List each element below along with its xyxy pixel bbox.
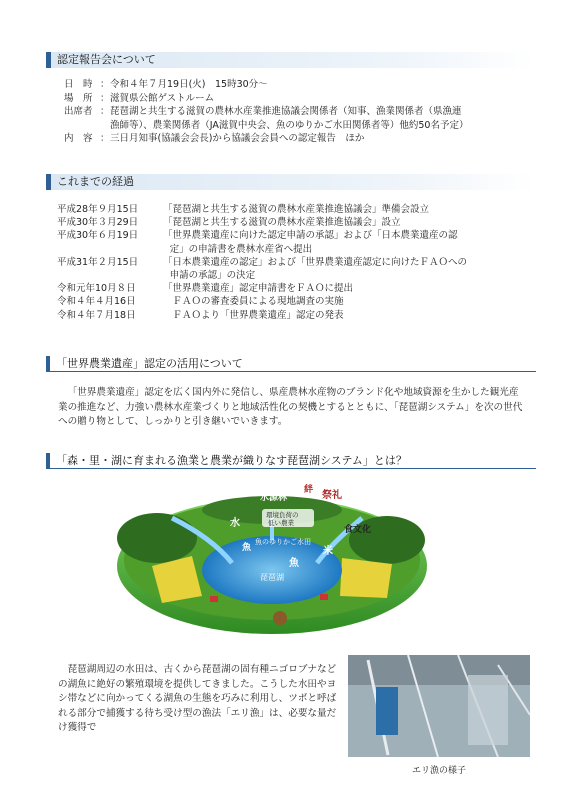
- history-text: [163, 256, 531, 282]
- house-icon: [320, 594, 328, 600]
- label-water: 水: [223, 490, 233, 501]
- history-item: [57, 295, 531, 308]
- history-text-line-1: 「世界農業遺産に向けた認定申請の承認」および「日本農業遺産の認: [163, 230, 458, 242]
- label-festival: 祭礼: [322, 490, 342, 501]
- history-list: [57, 203, 531, 322]
- history-date: 平成31年２月15日: [57, 256, 139, 268]
- house-icon: [210, 596, 218, 602]
- section-title: これまでの経過: [57, 175, 134, 188]
- label-food-culture: 食文化: [344, 525, 372, 535]
- forest-left: [117, 513, 197, 563]
- place-value: 滋賀県公館ゲストルーム: [110, 92, 215, 104]
- utilization-paragraph: 「世界農業遺産」認定を広く国内外に発信し、県産農林水産物のブランド化や地域資源を生かした観光産業の推進など、力強い農林水産業づくりと地域活性化の契機とするとともに、「琵琶湖システム」を次の世代への贈り物として、しっかりと引き継いでいきます。: [58, 387, 523, 427]
- eri-fishing-photo: [348, 655, 530, 757]
- photo-caption: エリ漁の様子: [411, 766, 466, 776]
- label-low-impact: 環境負荷の: [266, 511, 299, 519]
- section-heading-history: [46, 174, 536, 190]
- history-text-line-2: 定」の申請書を農林水産省へ提出: [169, 243, 313, 255]
- forest-right: [349, 516, 425, 564]
- history-date: 平成30年６月19日: [57, 230, 139, 242]
- section-title: 「世界農業遺産」認定の活用について: [56, 357, 243, 370]
- place-label: 場 所: [64, 92, 93, 104]
- label-kizuna: 絆: [304, 485, 314, 495]
- history-item: [57, 229, 531, 255]
- section-title: 認定報告会について: [57, 53, 156, 66]
- history-text-line-2: 申請の承認」の決定: [169, 270, 256, 282]
- history-item: [57, 282, 531, 295]
- attendees-value: [110, 105, 510, 132]
- label-low-impact-2: 低い農業: [268, 519, 294, 527]
- history-item: [57, 203, 531, 216]
- history-date: 平成28年９月15日: [57, 204, 139, 215]
- lake: [202, 536, 342, 604]
- eri-fishing-paragraph: 琵琶湖周辺の水田は、古くから琵琶湖の固有種ニゴロブナなどの湖魚に絶好の繁殖環境を提供してきました。こうした水田やヨシ帯などに向かってくる湖魚の生態を巧みに利用し、ツボと呼ばれる部分で捕獲する待ち受け型の漁法「エリ漁」は、必要な量だけ獲得で: [58, 664, 337, 733]
- history-text: ＦＡＯの審査委員による現地調査の実施: [163, 296, 344, 308]
- photo-image: [348, 655, 530, 757]
- content-value: 三日月知事(協議会会長)から協議会会員への認定報告 ほか: [110, 133, 365, 144]
- history-item: [57, 309, 531, 322]
- label-lake: 琵琶湖: [260, 573, 284, 582]
- boat-icon: [376, 687, 398, 735]
- history-text: 「琵琶湖と共生する滋賀の農林水産業推進協議会」設立: [163, 217, 401, 229]
- label-rice: 米: [323, 546, 333, 557]
- label-fish: 魚: [242, 543, 252, 553]
- history-text: 「世界農業遺産」認定申請書をＦＡＯに提出: [163, 283, 354, 295]
- history-date: 平成30年３月29日: [57, 217, 139, 229]
- history-item: [57, 216, 531, 229]
- label-water-forest: 水源林: [260, 493, 288, 503]
- section-heading-utilization: [46, 356, 536, 372]
- attendees-label: 出席者: [64, 106, 93, 117]
- section-title: 「森・里・湖に育まれる漁業と農業が織りなす琵琶湖システム」とは？: [56, 454, 407, 467]
- content-label: 内 容: [64, 133, 93, 144]
- rice-field-right: [340, 558, 392, 598]
- meeting-date-row: 日 時 ： 令和４年７月19日(火) 15時30分～: [64, 78, 510, 92]
- basket-icon: [273, 611, 287, 625]
- lake-biwa-system-illustration: [112, 478, 432, 638]
- section-heading-system: [46, 453, 536, 469]
- meeting-details: [64, 78, 510, 146]
- section-heading-report-meeting: [46, 52, 536, 68]
- meeting-attendees-row: 出席者 ： 琵琶湖と共生する滋賀の農林水産業推進協議会関係者（知事、漁業関係者（県漁連 漁師等）、農業関係者（JA滋賀中央会、魚のゆりかご水田関係者等）他約50名予定）: [64, 105, 510, 132]
- history-text: ＦＡＯより「世界農業遺産」認定の発表: [163, 309, 344, 321]
- history-date: 令和元年10月８日: [57, 283, 136, 295]
- attendees-line-2: 漁師等）、農業関係者（JA滋賀中央会、魚のゆりかご水田関係者等）他約50名予定）: [110, 119, 469, 131]
- history-date: 令和４年７月18日: [57, 309, 136, 321]
- date-label: 日 時: [64, 79, 93, 90]
- history-text: 「琵琶湖と共生する滋賀の農林水産業推進協議会」準備会設立: [163, 204, 430, 215]
- history-text-line-1: 「日本農業遺産の認定」および「世界農業遺産認定に向けたＦＡＯへの: [163, 256, 468, 268]
- label-cradle-paddy: 魚のゆりかご水田: [255, 538, 311, 546]
- meeting-content-row: 内 容 ： 三日月知事(協議会会長)から協議会会員への認定報告 ほか: [64, 132, 510, 146]
- history-date: 令和４年４月16日: [57, 296, 136, 308]
- history-text: [163, 229, 531, 255]
- system-diagram: [112, 478, 432, 638]
- label-fish-2: 魚: [289, 558, 299, 569]
- history-item: [57, 256, 531, 282]
- date-value: 令和４年７月19日(火) 15時30分～: [110, 79, 268, 90]
- meeting-place-row: 場 所 ： 滋賀県公館ゲストルーム: [64, 92, 510, 106]
- attendees-line-1: 琵琶湖と共生する滋賀の農林水産業推進協議会関係者（知事、漁業関係者（県漁連: [110, 106, 462, 117]
- label-water-2: 水: [230, 518, 240, 529]
